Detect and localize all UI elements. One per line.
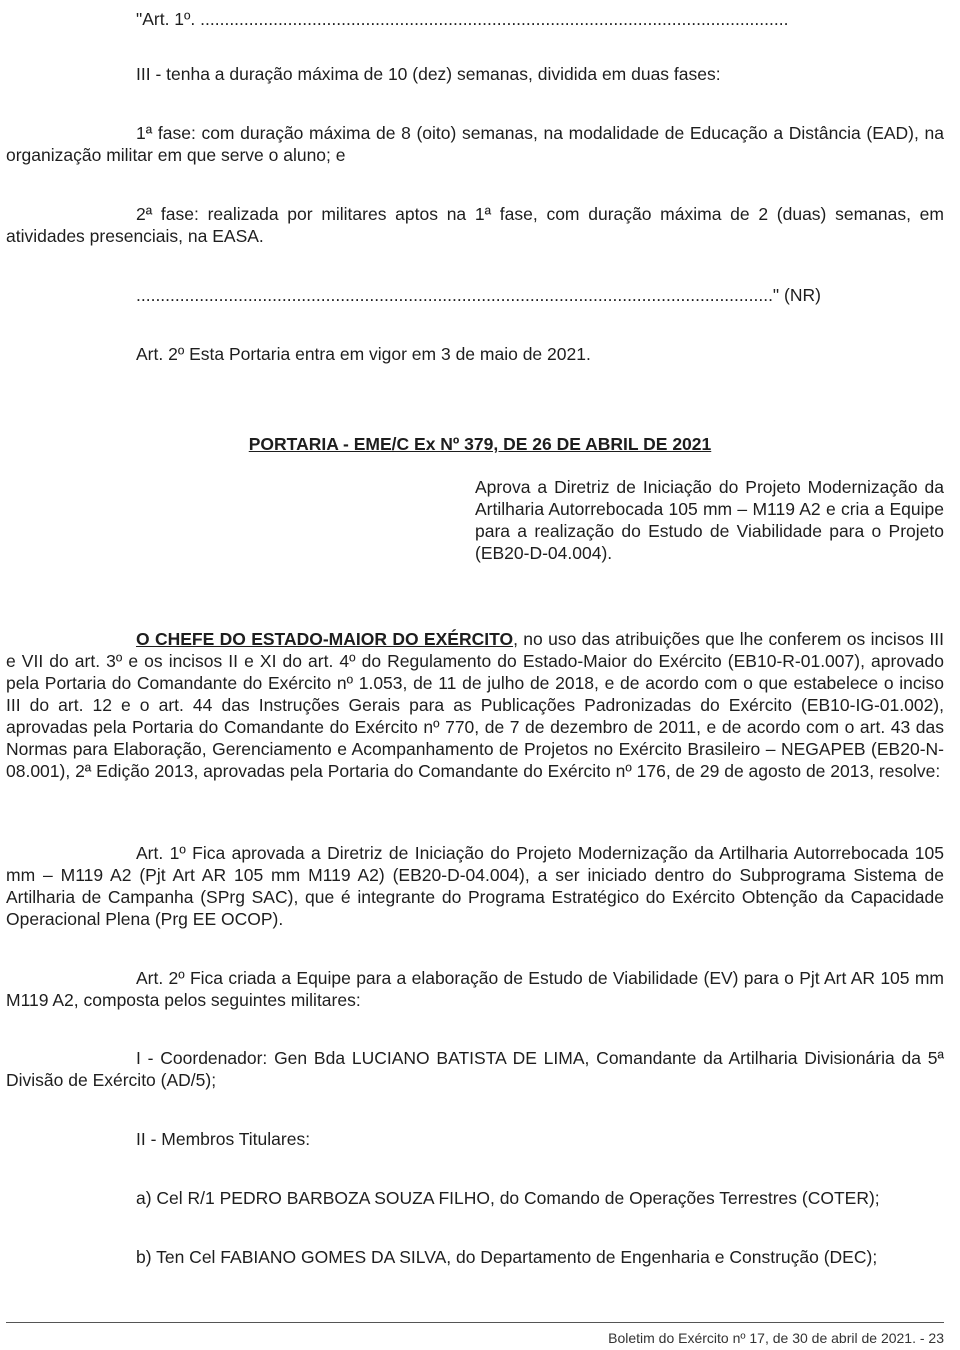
inciso-i-paragraph: I - Coordenador: Gen Bda LUCIANO BATISTA DE LIMA, Comandante da Artilharia Divisionária da 5ª Divisão de Exército (AD/5); xyxy=(6,1048,944,1090)
preamble-authority: O CHEFE DO ESTADO-MAIOR DO EXÉRCITO xyxy=(136,629,514,649)
ementa-paragraph: Aprova a Diretriz de Iniciação do Projeto Modernização da Artilharia Autorrebocada 105 mm – M119 A2 e cria a Equipe para a realização do Estudo de Viabilidade para o Projeto (EB20-D-04.004). xyxy=(475,477,944,563)
preamble-text: , no uso das atribuições que lhe conferem os incisos III e VII do art. 3º e os incisos II e XI do art. 4º do Regulamento do Estado-Maior do Exército (EB10-R-01.007), aprovado pela Portaria do Comandante do Exército nº 1.053, de 11 de julho de 2018, e de acordo com o que estabelece o inciso III do art. 12 e o art. 44 das Instruções Gerais para as Publicações Padronizadas do Exército (EB10-IG-01.002), aprovadas pela Portaria do Comandante do Exército nº 770, de 7 de dezembro de 2011, e de acordo com o art. 43 das Normas para Elaboração, Gerenciamento e Acompanhamento de Projetos no Exército Brasileiro – NEGAPEB (EB20-N-08.001), 2ª Edição 2013, aprovadas pela Portaria do Comandante do Exército nº 176, de 29 de agosto de 2013, resolve: xyxy=(6,629,944,781)
alinea-b-paragraph: b) Ten Cel FABIANO GOMES DA SILVA, do Departamento de Engenharia e Construção (DEC); xyxy=(136,1247,878,1267)
art1-quote-line: "Art. 1º. ......................................................................................................................... xyxy=(136,9,789,29)
inciso-ii-paragraph: II - Membros Titulares: xyxy=(136,1129,311,1149)
fase-2-paragraph: 2ª fase: realizada por militares aptos na 1ª fase, com duração máxima de 2 (duas) semanas, em atividades presenciais, na EASA. xyxy=(6,204,944,246)
alinea-a-paragraph: a) Cel R/1 PEDRO BARBOZA SOUZA FILHO, do Comando de Operações Terrestres (COTER); xyxy=(136,1188,880,1208)
art2-paragraph: Art. 2º Fica criada a Equipe para a elaboração de Estudo de Viabilidade (EV) para o Pjt Art AR 105 mm M119 A2, composta pelos seguintes militares: xyxy=(6,968,944,1010)
art1-paragraph: Art. 1º Fica aprovada a Diretriz de Iniciação do Projeto Modernização da Artilharia Autorrebocada 105 mm – M119 A2 (Pjt Art AR 105 mm M119 A2) (EB20-D-04.004), a ser iniciado dentro do Subprograma Sistema de Artilharia de Campanha (SPrg SAC), que é integrante do Programa Estratégico do Exército Obtenção da Capacidade Operacional Plena (Prg EE OCOP). xyxy=(6,843,944,929)
portaria-title: PORTARIA - EME/C Ex Nº 379, DE 26 DE ABRIL DE 2021 xyxy=(248,434,712,454)
preamble-paragraph xyxy=(6,628,944,782)
inciso-iii: III - tenha a duração máxima de 10 (dez) semanas, dividida em duas fases: xyxy=(136,64,721,84)
nr-line: ..................................................................................................................................." (NR) xyxy=(136,285,821,305)
footer-text: Boletim do Exército nº 17, de 30 de abril de 2021. - 23 xyxy=(608,1330,944,1346)
fase-1-paragraph: 1ª fase: com duração máxima de 8 (oito) semanas, na modalidade de Educação a Distância (EAD), na organização militar em que serve o aluno; e xyxy=(6,123,944,165)
footer-divider xyxy=(6,1322,944,1323)
art2-vigor: Art. 2º Esta Portaria entra em vigor em 3 de maio de 2021. xyxy=(136,344,591,364)
